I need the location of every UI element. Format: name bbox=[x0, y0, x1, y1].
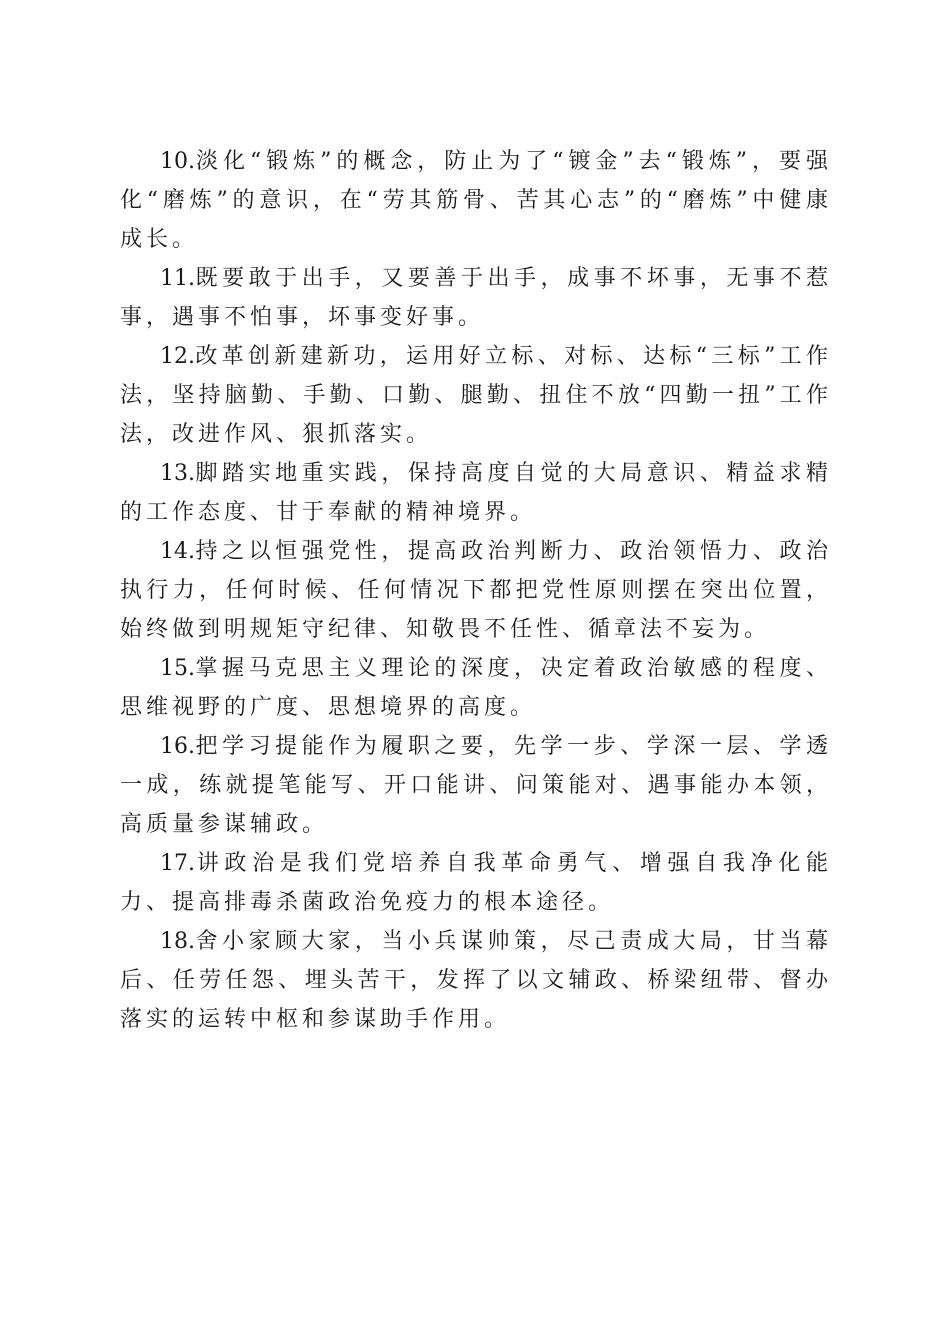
list-item bbox=[120, 844, 832, 922]
item-number: 17. bbox=[160, 851, 195, 876]
list-item bbox=[120, 259, 832, 337]
item-number: 15. bbox=[160, 656, 195, 681]
item-number: 12. bbox=[160, 344, 195, 369]
item-text: 舍小家顾大家，当小兵谋帅策，尽己责成大局，甘当幕后、任劳任怨、埋头苦干，发挥了以文辅政、桥梁纽带、督办落实的运转中枢和参谋助手作用。 bbox=[120, 929, 832, 1032]
item-text: 改革创新建新功，运用好立标、对标、达标“三标”工作法，坚持脑勤、手勤、口勤、腿勤、扭住不放“四勤一扭”工作法，改进作风、狠抓落实。 bbox=[120, 344, 832, 447]
item-number: 16. bbox=[160, 734, 195, 759]
item-text: 既要敢于出手，又要善于出手，成事不坏事，无事不惹事，遇事不怕事，坏事变好事。 bbox=[120, 266, 832, 330]
list-item bbox=[120, 142, 832, 259]
document-body bbox=[120, 142, 832, 1039]
item-text: 脚踏实地重实践，保持高度自觉的大局意识、精益求精的工作态度、甘于奉献的精神境界。 bbox=[120, 461, 832, 525]
list-item bbox=[120, 649, 832, 727]
list-item bbox=[120, 337, 832, 454]
item-text: 掌握马克思主义理论的深度，决定着政治敏感的程度、思维视野的广度、思想境界的高度。 bbox=[120, 656, 832, 720]
list-item bbox=[120, 532, 832, 649]
item-number: 18. bbox=[160, 929, 195, 954]
list-item bbox=[120, 454, 832, 532]
list-item bbox=[120, 727, 832, 844]
item-text: 淡化“锻炼”的概念，防止为了“镀金”去“锻炼”，要强化“磨炼”的意识，在“劳其筋骨、苦其心志”的“磨炼”中健康成长。 bbox=[120, 149, 832, 252]
item-text: 讲政治是我们党培养自我革命勇气、增强自我净化能力、提高排毒杀菌政治免疫力的根本途径。 bbox=[120, 851, 832, 915]
item-text: 持之以恒强党性，提高政治判断力、政治领悟力、政治执行力，任何时候、任何情况下都把党性原则摆在突出位置，始终做到明规矩守纪律、知敬畏不任性、循章法不妄为。 bbox=[120, 539, 832, 642]
list-item bbox=[120, 922, 832, 1039]
item-number: 11. bbox=[160, 266, 195, 291]
item-number: 10. bbox=[160, 149, 195, 174]
item-number: 13. bbox=[160, 461, 195, 486]
item-number: 14. bbox=[160, 539, 195, 564]
item-text: 把学习提能作为履职之要，先学一步、学深一层、学透一成，练就提笔能写、开口能讲、问策能对、遇事能办本领，高质量参谋辅政。 bbox=[120, 734, 832, 837]
